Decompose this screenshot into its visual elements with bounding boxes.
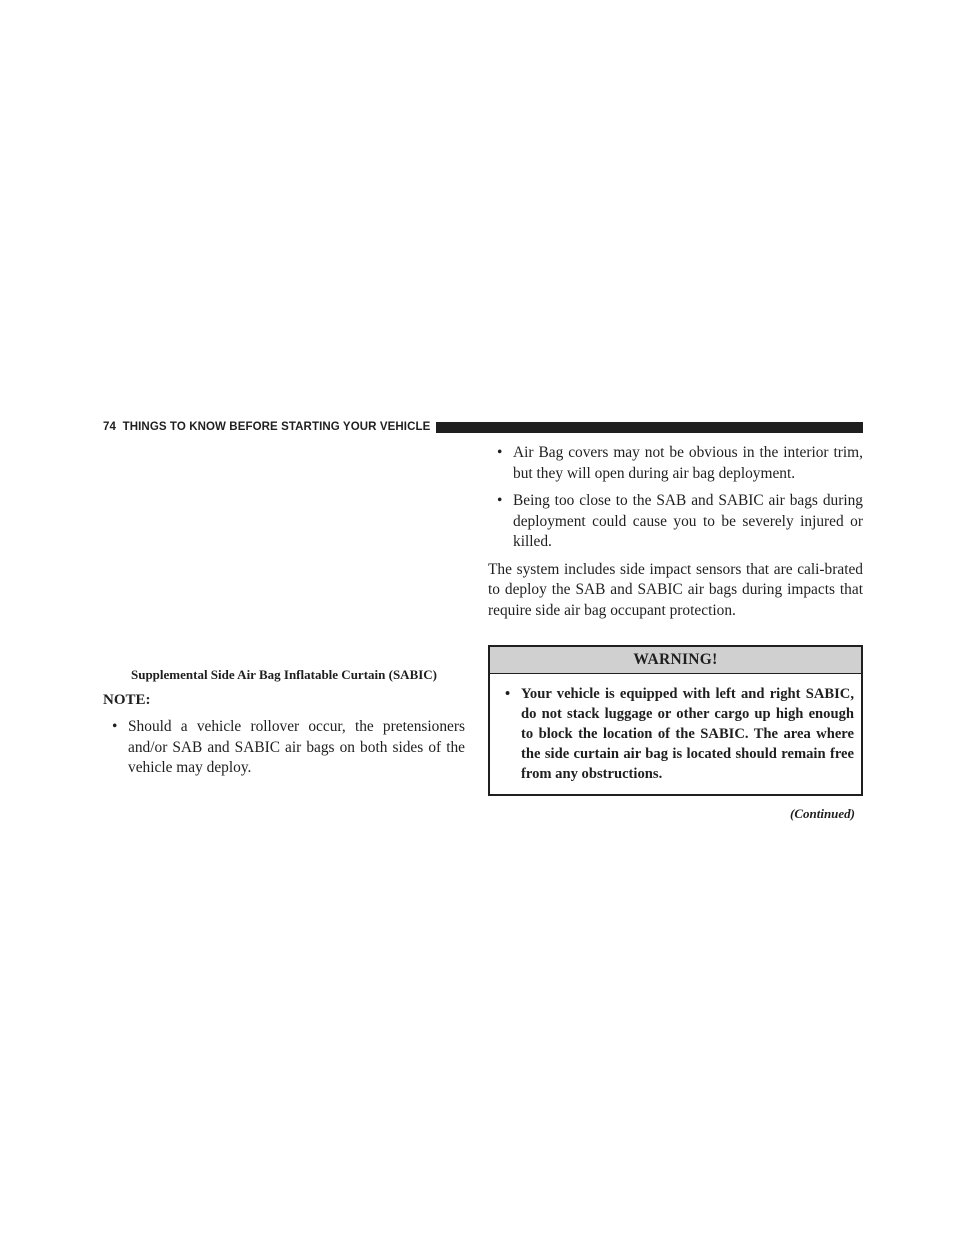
right-column bbox=[488, 443, 863, 822]
list-item bbox=[488, 443, 863, 484]
section-title: THINGS TO KNOW BEFORE STARTING YOUR VEHICLE bbox=[122, 421, 431, 433]
header-rule bbox=[436, 422, 863, 433]
header-text bbox=[103, 421, 430, 433]
bullet-icon: • bbox=[505, 686, 511, 702]
list-item bbox=[488, 491, 863, 553]
continued-label: (Continued) bbox=[789, 806, 855, 821]
body-paragraph: The system includes side impact sensors that are cali-brated to deploy the SAB and SABIC air bags during impacts that require side air bag occupant protection. bbox=[488, 560, 863, 619]
warning-text: Your vehicle is equipped with left and right SABIC, do not stack luggage or other cargo up high enough to block the location of the SABIC. The area where the side curtain air bag is located should remain free from any obstructions. bbox=[521, 686, 854, 782]
page-header bbox=[103, 418, 863, 436]
warning-body bbox=[490, 674, 861, 794]
warning-title: WARNING! bbox=[490, 647, 861, 674]
note-label: NOTE: bbox=[103, 692, 151, 708]
note-bullet bbox=[103, 717, 465, 779]
bullet-text: Air Bag covers may not be obvious in the interior trim, but they will open during air bag deployment. bbox=[513, 444, 863, 482]
bullet-text: Being too close to the SAB and SABIC air bags during deployment could cause you to be severely injured or killed. bbox=[513, 492, 863, 550]
warning-bullet bbox=[496, 684, 854, 784]
warning-box bbox=[488, 645, 863, 796]
bullet-icon: • bbox=[497, 444, 503, 461]
left-column bbox=[103, 666, 465, 786]
figure-caption: Supplemental Side Air Bag Inflatable Curtain (SABIC) bbox=[130, 667, 438, 682]
bullet-icon: • bbox=[497, 492, 503, 509]
bullet-text: Should a vehicle rollover occur, the pretensioners and/or SAB and SABIC air bags on both sides of the vehicle may deploy. bbox=[128, 718, 465, 776]
bullet-icon: • bbox=[112, 718, 118, 735]
page-number: 74 bbox=[103, 421, 116, 433]
